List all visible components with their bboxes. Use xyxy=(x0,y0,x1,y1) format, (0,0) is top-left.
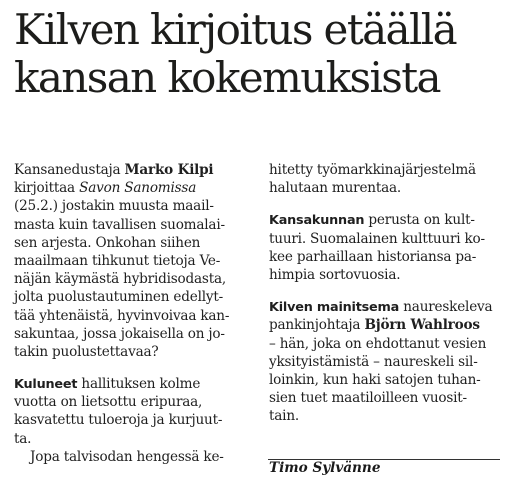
text-run: perusta on kult- xyxy=(364,212,475,229)
text-line: kee parhaillaan historiansa pa- xyxy=(269,248,477,265)
text-line: tain. xyxy=(269,408,299,425)
paragraph-5 xyxy=(269,298,501,425)
text-line xyxy=(269,298,501,316)
text-line: Jopa talvisodan hengessä ke- xyxy=(30,448,224,465)
text-line: tuuri. Suomalainen kulttuuri ko- xyxy=(269,230,485,247)
text-line: sakuntaa, jossa jokaisella on jo- xyxy=(14,325,225,342)
paragraph-3 xyxy=(269,161,501,197)
author-name: Marko Kilpi xyxy=(124,162,214,178)
article-column-left xyxy=(14,161,254,466)
text-line: sien tuet maatiloilleen vuosit- xyxy=(269,390,467,407)
paragraph-gap xyxy=(269,284,501,298)
newspaper-name: Savon Sanomissa xyxy=(79,180,197,197)
text-line: (25.2.) jostakin muusta maail- xyxy=(14,198,214,215)
text-line xyxy=(269,316,501,334)
paragraph-4 xyxy=(269,211,501,284)
text-line: jolta puolustautuminen edellyt- xyxy=(14,289,224,306)
headline-line-2: kansan kokemuksista xyxy=(14,53,440,102)
text-line: kasvatettu tuloeroja ja kurjuut- xyxy=(14,412,223,429)
article-column-right xyxy=(269,161,501,425)
text-line: vuotta on lietsottu eripuraa, xyxy=(14,394,203,411)
lead-word: Kansakunnan xyxy=(269,213,365,229)
lead-word: Kilven mainitsema xyxy=(269,300,400,316)
headline-line-1: Kilven kirjoitus etäällä xyxy=(14,5,457,54)
text-line xyxy=(14,179,254,197)
text-line: masta kuin tavallisen suomalai- xyxy=(14,216,225,233)
article-headline xyxy=(14,6,499,102)
text-run: hallituksen kolme xyxy=(77,376,201,393)
text-line: hitetty työmarkkinajärjestelmä xyxy=(269,162,476,178)
text-line: takin puolustettavaa? xyxy=(14,343,159,360)
paragraph-gap xyxy=(14,361,254,375)
text-line: yksityistämistä – naureskeli sil- xyxy=(269,353,478,370)
text-line: ta. xyxy=(14,430,32,447)
text-line: halutaan murentaa. xyxy=(269,180,402,197)
text-line: näjän käymästä hybridisodasta, xyxy=(14,271,226,288)
text-line: – hän, joka on ehdottanut vesien xyxy=(269,335,487,352)
paragraph-1 xyxy=(14,161,254,361)
text-run: Kansanedustaja xyxy=(14,162,125,178)
text-line: maailmaan tihkunut tietoja Ve- xyxy=(14,252,221,269)
lead-word: Kuluneet xyxy=(14,377,78,393)
text-line: himpia sortovuosia. xyxy=(269,266,401,283)
text-run: kirjoittaa xyxy=(14,180,80,197)
text-line: tää yhtenäistä, hyvinvoivaa kan- xyxy=(14,307,230,324)
text-line: sen arjesta. Onkohan siihen xyxy=(14,234,201,251)
text-line xyxy=(14,161,254,179)
text-line: loinkin, kun haki satojen tuhan- xyxy=(269,371,481,388)
text-line xyxy=(14,375,254,393)
paragraph-gap xyxy=(269,197,501,211)
text-run: naureskeleva xyxy=(399,299,493,316)
text-line xyxy=(269,211,501,229)
person-name: Björn Wahlroos xyxy=(364,317,480,334)
signature: Timo Sylvänne xyxy=(269,460,381,476)
text-run: pankinjohtaja xyxy=(269,317,365,334)
paragraph-2 xyxy=(14,375,254,466)
